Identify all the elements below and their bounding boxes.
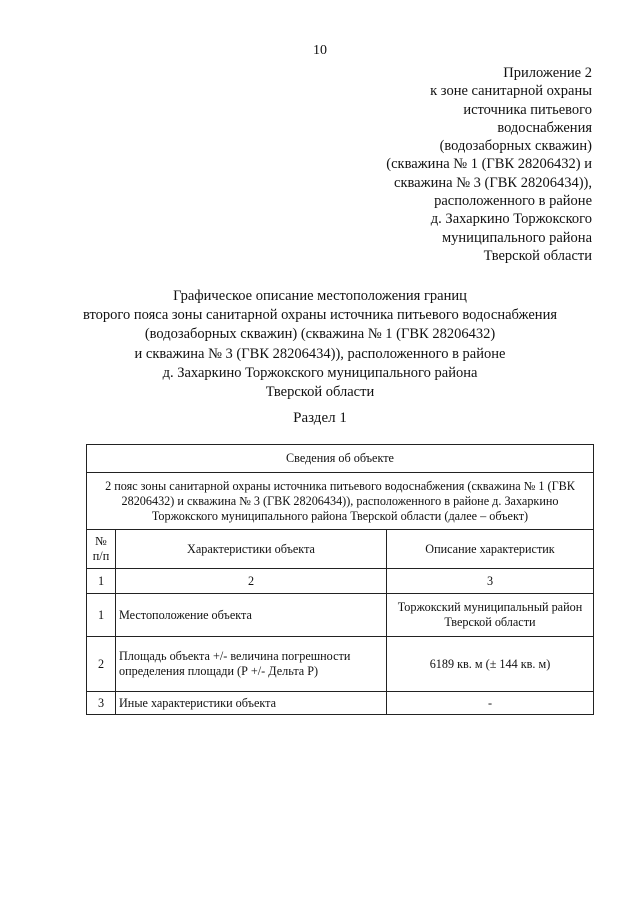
- title-line: Тверской области: [265, 384, 375, 401]
- row-description: 6189 кв. м (± 144 кв. м): [387, 637, 594, 692]
- column-header-description: Описание характеристик: [387, 530, 594, 569]
- appendix-line: водоснабжения: [497, 119, 592, 136]
- appendix-line: расположенного в районе: [434, 193, 592, 210]
- appendix-line: (скважина № 1 (ГВК 28206432) и: [386, 156, 592, 173]
- row-characteristic: Иные характеристики объекта: [116, 692, 387, 715]
- row-description: Торжокский муниципальный район Тверской области: [387, 594, 594, 637]
- row-number: 1: [87, 594, 116, 637]
- column-index-cell: 2: [116, 569, 387, 594]
- table-header: Сведения об объекте: [87, 445, 594, 473]
- object-info-table: [86, 444, 594, 715]
- appendix-line: (водозаборных скважин): [439, 138, 592, 155]
- appendix-line: д. Захаркино Торжокского: [430, 211, 592, 228]
- appendix-header: [272, 64, 592, 265]
- column-index-row: [87, 569, 594, 594]
- table-header-row: [87, 445, 594, 473]
- row-characteristic: Местоположение объекта: [116, 594, 387, 637]
- title-line: (водозаборных скважин) (скважина № 1 (ГВК 28206432): [144, 326, 496, 343]
- row-characteristic: Площадь объекта +/- величина погрешности определения площади (Р +/- Дельта Р): [116, 637, 387, 692]
- column-header-num: № п/п: [87, 530, 116, 569]
- document-title: [40, 287, 600, 402]
- table-row: [87, 594, 594, 637]
- title-line: Графическое описание местоположения границ: [173, 288, 467, 304]
- column-index-cell: 3: [387, 569, 594, 594]
- column-header-characteristics: Характеристики объекта: [116, 530, 387, 569]
- table-row: [87, 692, 594, 715]
- title-line: и скважина № 3 (ГВК 28206434)), расположенного в районе: [134, 345, 506, 362]
- page-number: 10: [313, 43, 327, 58]
- appendix-line: скважина № 3 (ГВК 28206434)),: [394, 174, 592, 191]
- appendix-line: источника питьевого: [463, 101, 592, 118]
- row-description: -: [387, 692, 594, 715]
- section-title: Раздел 1: [293, 410, 347, 426]
- object-description-row: [87, 473, 594, 530]
- appendix-line: Тверской области: [483, 247, 592, 264]
- appendix-line: муниципального района: [442, 229, 592, 246]
- row-number: 3: [87, 692, 116, 715]
- title-line: второго пояса зоны санитарной охраны источника питьевого водоснабжения: [83, 307, 557, 324]
- column-header-row: [87, 530, 594, 569]
- title-line: д. Захаркино Торжокского муниципального района: [162, 364, 478, 381]
- object-description: 2 пояс зоны санитарной охраны источника питьевого водоснабжения (скважина № 1 (ГВК 28206432) и скважина № 3 (ГВК 28206434)), расположенного в районе д. Захаркино Торжокского муниципального района Тверской области (далее – объект): [87, 473, 594, 530]
- row-number: 2: [87, 637, 116, 692]
- table-row: [87, 637, 594, 692]
- column-index-cell: 1: [87, 569, 116, 594]
- appendix-line: Приложение 2: [503, 65, 592, 81]
- appendix-line: к зоне санитарной охраны: [430, 83, 592, 100]
